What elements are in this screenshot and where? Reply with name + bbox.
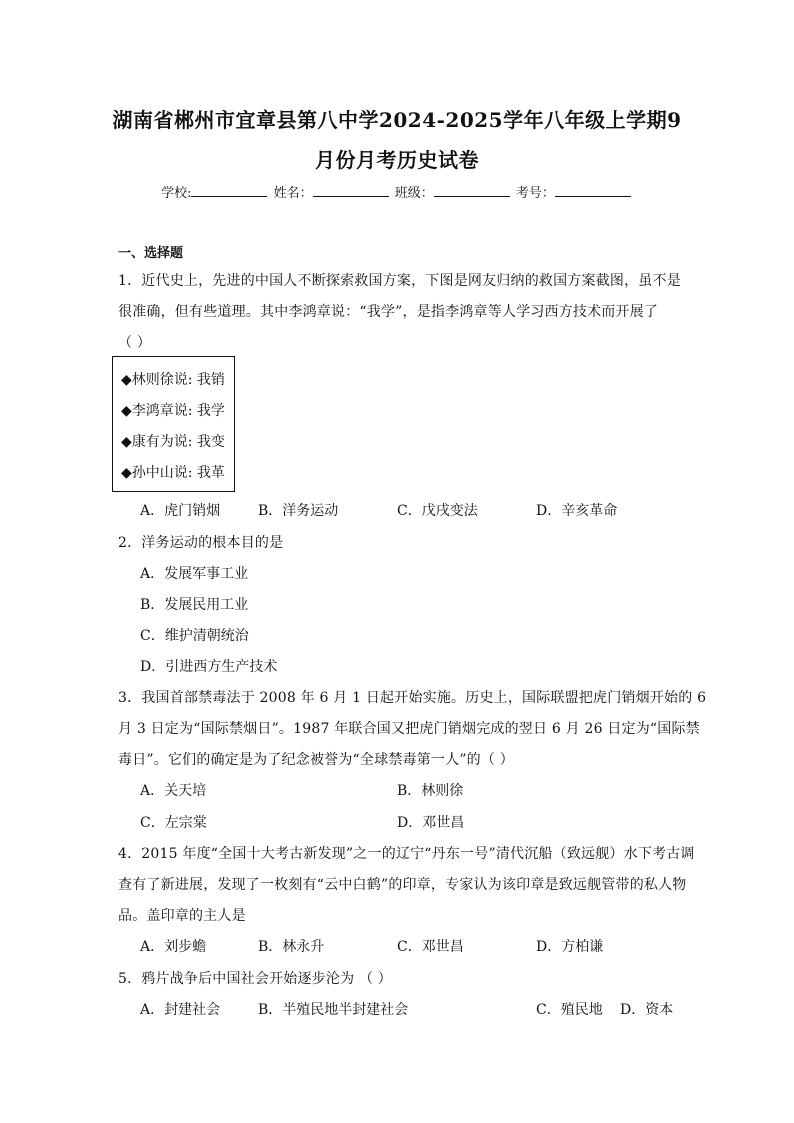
q2-option-d[interactable]: D．引进西方生产技术: [140, 659, 278, 675]
q4-option-c[interactable]: C．邓世昌: [397, 939, 464, 955]
section-heading: 一、选择题: [118, 246, 184, 261]
exam-title-line2: 月份月考历史试卷: [315, 148, 479, 172]
q1-option-d[interactable]: D．辛亥革命: [536, 503, 618, 519]
q4-option-a[interactable]: A．刘步蟾: [140, 939, 207, 955]
school-label: 学校:: [161, 186, 192, 201]
q3-line-1: 3．我国首部禁毒法于 2008 年 6 月 1 日起开始实施。历史上，国际联盟把虎门销烟开始的 6: [118, 690, 707, 706]
school-blank[interactable]: [191, 184, 267, 197]
q2-option-c[interactable]: C．维护清朝统治: [140, 628, 249, 644]
q2-option-b[interactable]: B．发展民用工业: [140, 597, 249, 613]
q3-line-3: 毒日”。它们的确定是为了纪念被誉为“全球禁毒第一人”的（ ）: [118, 752, 514, 768]
q2-line-1: 2．洋务运动的根本目的是: [118, 535, 284, 551]
q1-quote-box: [112, 356, 235, 492]
q1-box-item: ◆林则徐说: 我销: [121, 372, 225, 388]
q5-option-b[interactable]: B．半殖民地半封建社会: [258, 1002, 409, 1018]
q5-option-c[interactable]: C．殖民地: [536, 1002, 603, 1018]
q1-line-1: 1．近代史上，先进的中国人不断探索救国方案，下图是网友归纳的救国方案截图，虽不是: [118, 273, 681, 289]
q3-option-a[interactable]: A．关天培: [140, 783, 207, 799]
q1-line-2: 很准确，但有些道理。其中李鸿章说：“我学”，是指李鸿章等人学习西方技术而开展了: [118, 304, 659, 320]
q4-line-2: 查有了新进展，发现了一枚刻有“云中白鹤”的印章，专家认为该印章是致远舰管带的私人物: [118, 877, 687, 893]
q2-option-a[interactable]: A．发展军事工业: [140, 566, 249, 582]
q5-option-a[interactable]: A．封建社会: [140, 1002, 221, 1018]
name-label: 姓名：: [273, 186, 313, 201]
q3-option-c[interactable]: C．左宗棠: [140, 815, 207, 831]
class-label: 班级：: [394, 186, 434, 201]
q4-line-1: 4．2015 年度“全国十大考古新发现”之一的辽宁“丹东一号”清代沉船（致远舰）水下考古调: [118, 846, 695, 862]
q4-option-b[interactable]: B．林永升: [258, 939, 325, 955]
q1-option-c[interactable]: C．戊戌变法: [397, 503, 478, 519]
number-blank[interactable]: [555, 184, 631, 197]
q1-option-a[interactable]: A．虎门销烟: [140, 503, 221, 519]
q5-line-1: 5．鸦片战争后中国社会开始逐步沦为 （ ）: [118, 971, 393, 987]
class-blank[interactable]: [434, 184, 510, 197]
student-info-row: [0, 182, 794, 201]
q4-option-d[interactable]: D．方柏谦: [536, 939, 604, 955]
number-label: 考号：: [515, 186, 555, 201]
q1-option-b[interactable]: B．洋务运动: [258, 503, 339, 519]
q1-box-item: ◆孙中山说: 我革: [121, 465, 225, 481]
q1-box-item: ◆李鸿章说: 我学: [121, 403, 225, 419]
q3-option-b[interactable]: B．林则徐: [397, 783, 464, 799]
q4-line-3: 品。盖印章的主人是: [118, 908, 246, 924]
exam-title-line1: 湖南省郴州市宜章县第八中学2024-2025学年八年级上学期9: [112, 108, 682, 132]
name-blank[interactable]: [313, 184, 389, 197]
q5-option-d[interactable]: D．资本: [620, 1002, 674, 1018]
q1-box-item: ◆康有为说: 我变: [121, 434, 225, 450]
q3-line-2: 月 3 日定为“国际禁烟日”。1987 年联合国又把虎门销烟完成的翌日 6 月 26 日定为“国际禁: [118, 721, 700, 737]
q1-line-3: （ ）: [118, 335, 152, 351]
q3-option-d[interactable]: D．邓世昌: [397, 815, 465, 831]
